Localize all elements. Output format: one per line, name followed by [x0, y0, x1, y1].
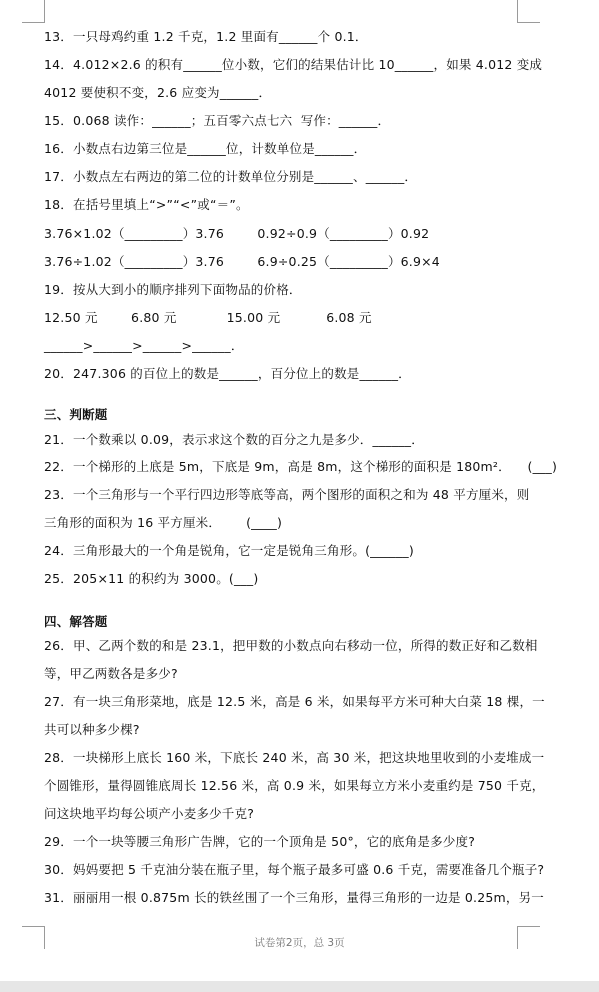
text-line: 18．在括号里填上“>”“<”或“＝”。	[44, 197, 249, 212]
text-line: 19．按从大到小的顺序排列下面物品的价格．	[44, 282, 302, 297]
text-line: 个圆锥形，量得圆锥底周长 12.56 米，高 0.9 米，如果每立方米小麦重约是 750 千克，	[44, 778, 545, 793]
section-heading: 三、判断题	[44, 407, 108, 422]
text-line: 问这块地平均每公顷产小麦多少千克?	[44, 806, 255, 821]
text-line: 13．一只母鸡约重 1.2 千克，1.2 里面有______个 0.1．	[44, 29, 368, 44]
text-line: 共可以种多少棵?	[44, 722, 140, 737]
text-line: 14．4.012×2.6 的积有______位小数，它们的结果估计比 10______，如果 4.012 变成	[44, 57, 543, 72]
text-line: 三角形的面积为 16 平方厘米． (____)	[44, 515, 283, 530]
text-line: 28．一块梯形上底长 160 米，下底长 240 米，高 30 米，把这块地里收到的小麦堆成一	[44, 750, 545, 765]
text-line: 30．妈妈要把 5 千克油分装在瓶子里，每个瓶子最多可盛 0.6 千克，需要准备几个瓶子?	[44, 862, 545, 877]
text-line: 27．有一块三角形菜地，底是 12.5 米，高是 6 米，如果每平方米可种大白菜 18 棵，一	[44, 694, 545, 709]
text-line: 22．一个梯形的上底是 5m，下底是 9m，高是 8m，这个梯形的面积是 180m²． (___)	[44, 459, 558, 474]
text-line: 29．一个一块等腰三角形广告牌，它的一个顶角是 50°，它的底角是多少度?	[44, 834, 476, 849]
text-line: 23．一个三角形与一个平行四边形等底等高，两个图形的面积之和为 48 平方厘米，则	[44, 487, 530, 502]
text-line: 26．甲、乙两个数的和是 23.1，把甲数的小数点向右移动一位，所得的数正好和乙数相	[44, 638, 538, 653]
text-line: 15．0.068 读作：______；五百零六点七六 写作：______．	[44, 113, 391, 128]
viewer-bottom-bar	[0, 981, 599, 992]
section-heading: 四、解答题	[44, 614, 108, 629]
text-line: 21．一个数乘以 0.09，表示求这个数的百分之九是多少．______．	[44, 432, 424, 447]
text-line: 25．205×11 的积约为 3000。(___)	[44, 571, 259, 586]
text-line: 3.76÷1.02（_________）3.76 6.9÷0.25（_________）6.9×4	[44, 254, 440, 269]
text-line: 16．小数点右边第三位是______位，计数单位是______．	[44, 141, 367, 156]
text-line: 20．247.306 的百位上的数是______，百分位上的数是______．	[44, 366, 411, 381]
text-line: 17．小数点左右两边的第二位的计数单位分别是______、______．	[44, 169, 418, 184]
text-line: 31．丽丽用一根 0.875m 长的铁丝围了一个三角形，量得三角形的一边是 0.25m，另一	[44, 890, 544, 905]
text-line: 3.76×1.02（_________）3.76 0.92÷0.9（_________）0.92	[44, 226, 430, 241]
text-line: 24．三角形最大的一个角是锐角，它一定是锐角三角形。(______)	[44, 543, 414, 558]
text-line: 4012 要使积不变，2.6 应变为______．	[44, 85, 272, 100]
text-line: 等，甲乙两数各是多少?	[44, 666, 178, 681]
corner-mark-top-left	[22, 0, 45, 23]
corner-mark-top-right	[517, 0, 540, 23]
text-line: ______>______>______>______．	[44, 338, 244, 353]
page-footer: 试卷第2页，总 3页	[254, 937, 345, 949]
text-line: 12.50 元 6.80 元 15.00 元 6.08 元	[44, 310, 372, 325]
